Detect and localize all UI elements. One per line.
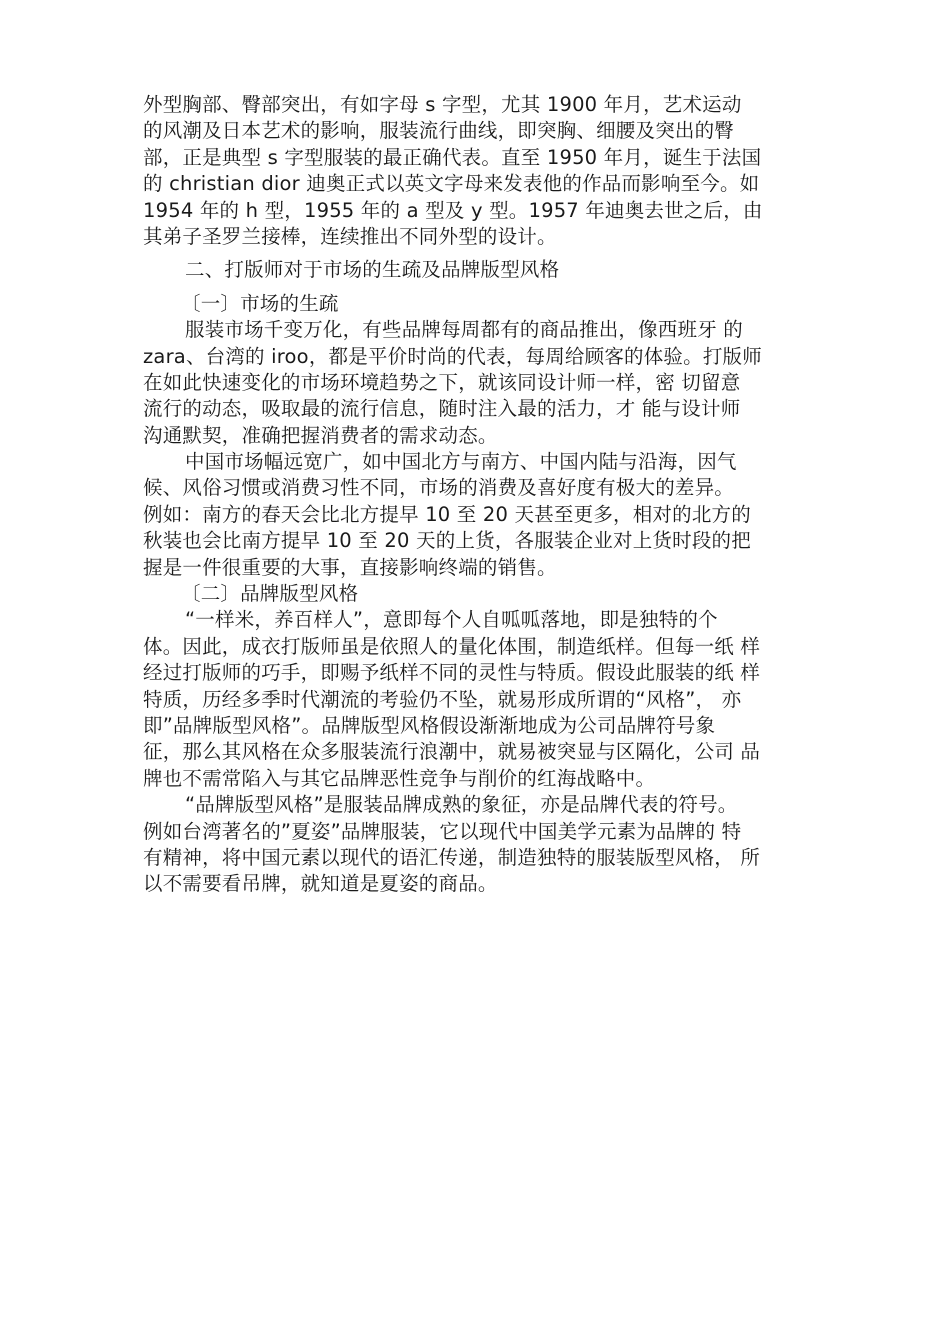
text-line: 部，正是典型 s 字型服装的最正确代表。直至 1950 年月，诞生于法国 [143,145,762,169]
text-line: 沟通默契，准确把握消费者的需求动态。 [143,423,498,447]
subsection-heading-market [143,291,809,317]
text-line: 经过打版师的巧手，即赐予纸样不同的灵性与特质。假设此服装的纸 样 [143,661,761,685]
text-line: 秋装也会比南方提早 10 至 20 天的上货，各服装企业对上货时段的把 [143,529,751,553]
subsection-heading-brand [143,581,809,607]
text-line: 握是一件很重要的大事，直接影响终端的销售。 [143,555,557,579]
section-title: 二、打版师对于市场的生疏及品牌版型风格 [185,258,560,282]
text-line: 有精神，将中国元素以现代的语汇传递，制造独特的服装版型风格， 所 [143,845,761,869]
paragraph-brand-style [143,607,809,792]
text-line: 1954 年的 h 型，1955 年的 a 型及 y 型。1957 年迪奥去世之后，由 [143,198,763,222]
paragraph-brand-symbol [143,792,809,898]
text-line: 外型胸部、臀部突出，有如字母 s 字型，尤其 1900 年月，艺术运动 [143,93,742,116]
paragraph-market-change [143,317,809,449]
text-line: 的 christian dior 迪奥正式以英文字母来发表他的作品而影响至今。如 [143,172,760,196]
text-line: 以不需要看吊牌，就知道是夏姿的商品。 [143,872,498,896]
document-page [143,92,809,898]
text-line: 例如台湾著名的”夏姿”品牌服装，它以现代中国美学元素为品牌的 特 [143,819,742,843]
subsection-title: 〔一〕市场的生疏 [181,291,339,315]
subsection-title: 〔二〕品牌版型风格 [181,582,359,606]
text-line: zara、台湾的 iroo，都是平价时尚的代表，每周给顾客的体验。打版师 [143,344,762,368]
section-heading [143,257,809,283]
text-line: 流行的动态，吸取最的流行信息，随时注入最的活力，才 能与设计师 [143,397,741,421]
text-line: “一样米，养百样人”，意即每个人自呱呱落地，即是独特的个 [185,608,718,632]
text-line: 征，那么其风格在众多服装流行浪潮中，就易被突显与区隔化，公司 品 [143,740,761,764]
text-line: “品牌版型风格”是服装品牌成熟的象征，亦是品牌代表的符号。 [185,793,738,817]
text-line: 例如：南方的春天会比北方提早 10 至 20 天甚至更多，相对的北方的 [143,502,751,526]
text-line: 特质，历经多季时代潮流的考验仍不坠，就易形成所谓的“风格”， 亦 [143,687,742,711]
paragraph-china-market [143,449,809,581]
paragraph-intro [143,92,809,250]
text-line: 即”品牌版型风格”。品牌版型风格假设渐渐地成为公司品牌符号象 [143,713,716,737]
text-line: 其弟子圣罗兰接棒，连续推出不同外型的设计。 [143,224,557,248]
text-line: 在如此快速变化的市场环境趋势之下，就该同设计师一样，密 切留意 [143,370,741,394]
text-line: 体。因此，成衣打版师虽是依照人的量化体围，制造纸样。但每一纸 样 [143,634,761,658]
text-line: 牌也不需常陷入与其它品牌恶性竞争与削价的红海战略中。 [143,766,656,790]
text-line: 的风潮及日本艺术的影响，服装流行曲线，即突胸、细腰及突出的臀 [143,119,735,143]
text-line: 候、风俗习惯或消费习性不同，市场的消费及喜好度有极大的差异。 [143,476,735,500]
text-line: 服装市场千变万化，有些品牌每周都有的商品推出，像西班牙 的 [185,318,743,342]
text-line: 中国市场幅远宽广，如中国北方与南方、中国内陆与沿海，因气 [185,450,737,474]
